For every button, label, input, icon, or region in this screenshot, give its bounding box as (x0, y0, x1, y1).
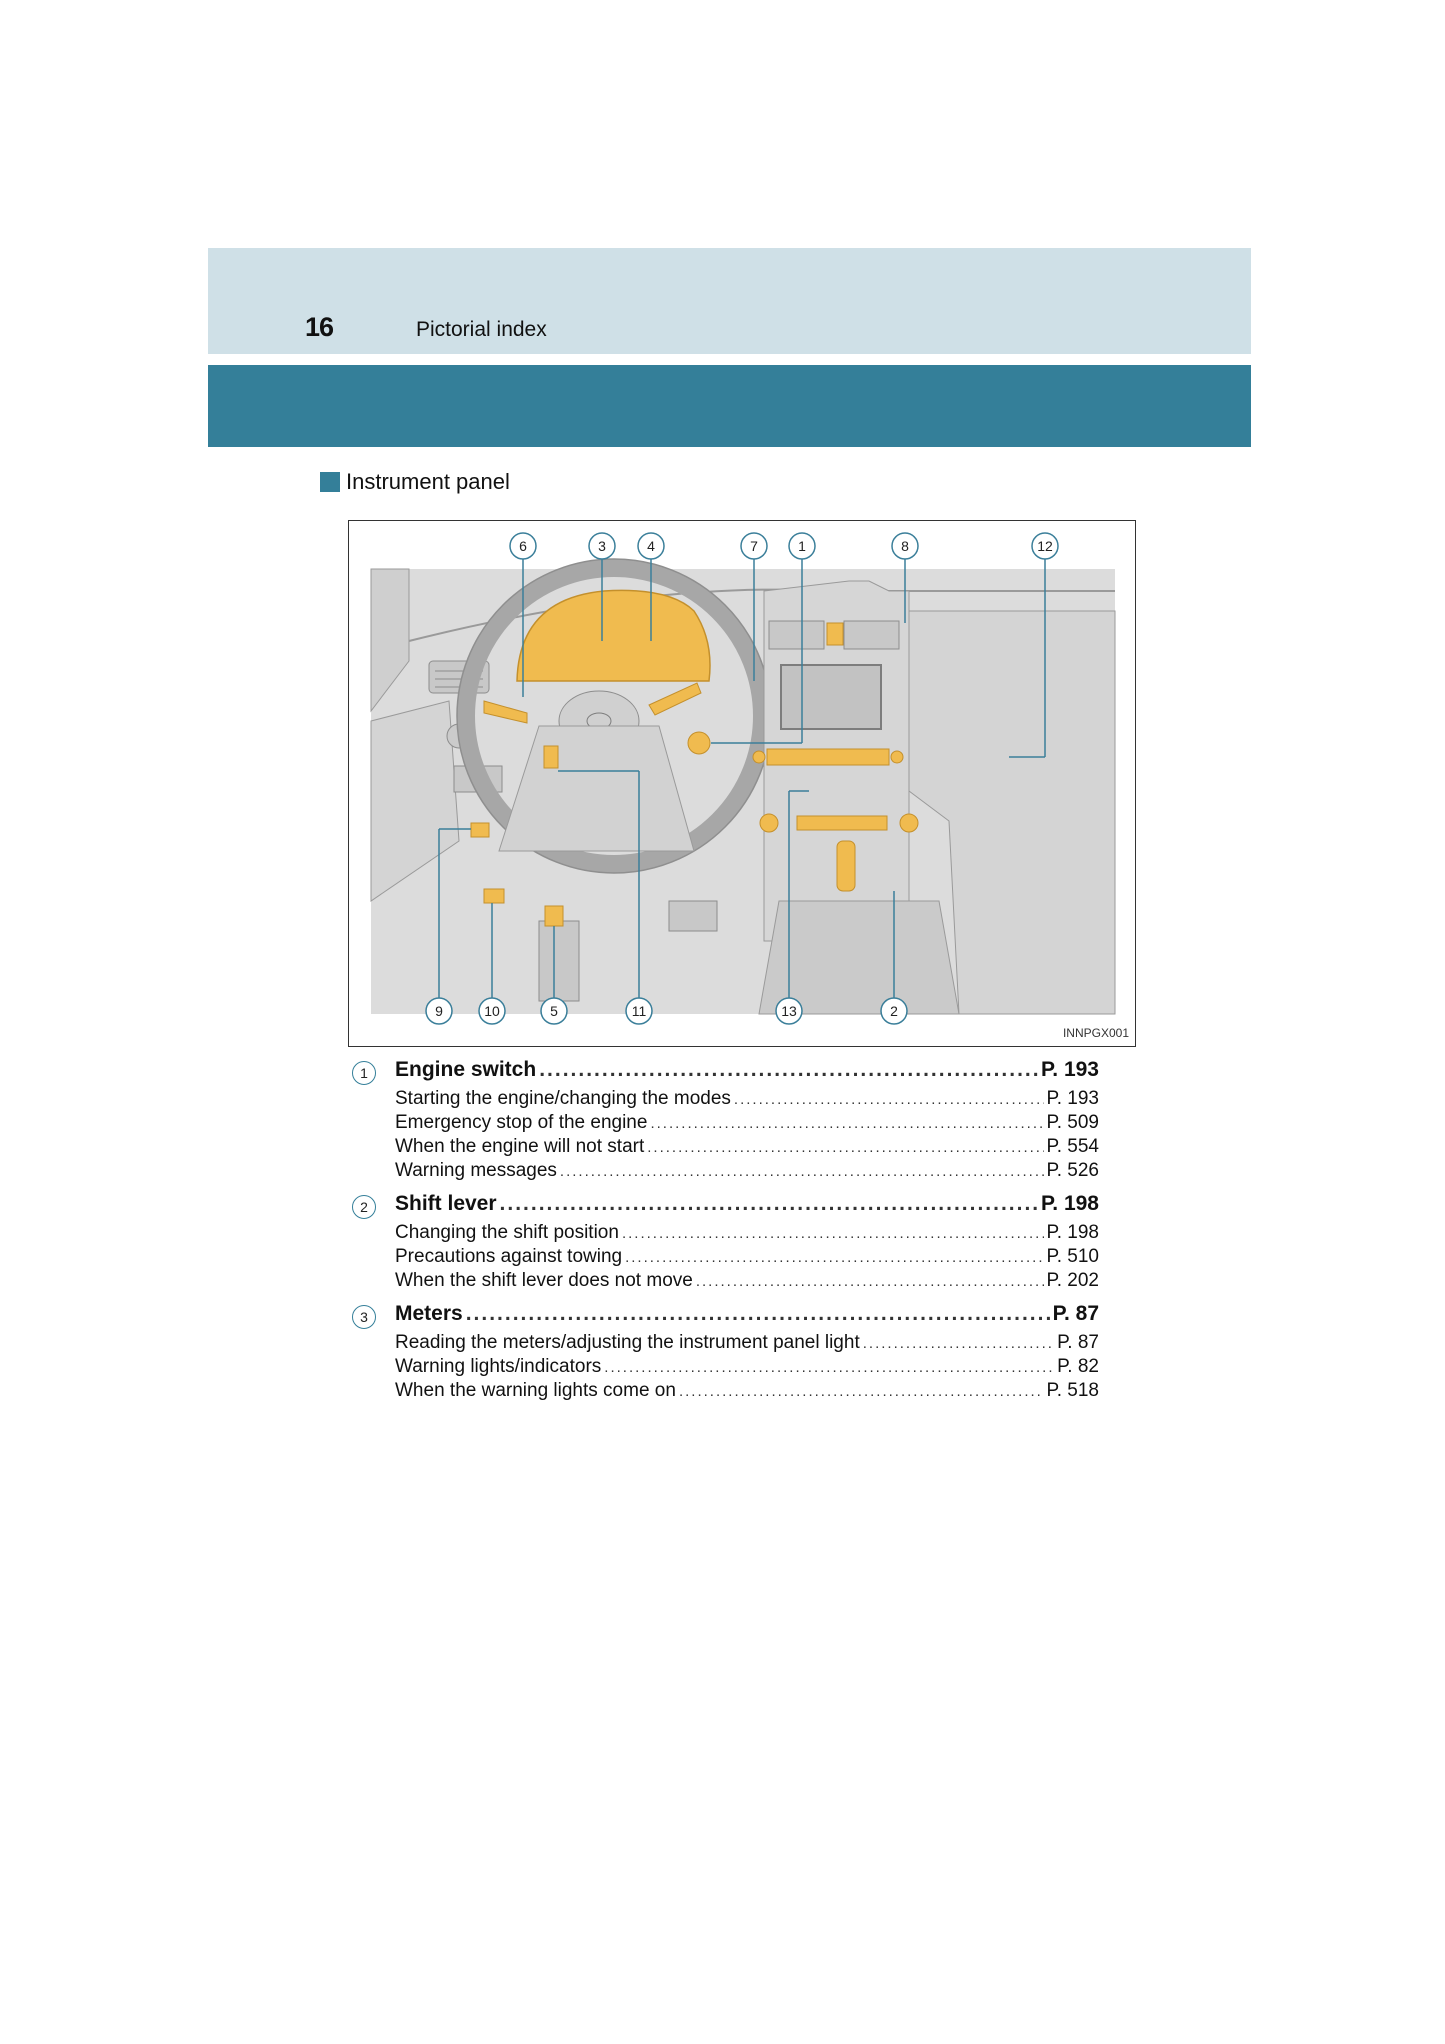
dot-leader (734, 1091, 1044, 1108)
sub-entry-page-ref: P. 193 (1046, 1088, 1099, 1109)
callout-label: 3 (598, 538, 606, 554)
sub-entry-line[interactable] (395, 1270, 1099, 1294)
sub-entry-line[interactable] (395, 1136, 1099, 1160)
dot-leader (679, 1383, 1044, 1400)
callout-label: 4 (647, 538, 655, 554)
entry-page-ref: P. 198 (1040, 1192, 1099, 1215)
sub-entry-label: When the engine will not start (395, 1136, 645, 1157)
header-bar (208, 365, 1251, 447)
sub-entry-page-ref: P. 554 (1046, 1136, 1099, 1157)
dot-leader (622, 1225, 1044, 1242)
sub-entry-page-ref: P. 509 (1046, 1112, 1099, 1133)
sub-entry-page-ref: P. 87 (1057, 1332, 1099, 1353)
header-band (208, 248, 1251, 354)
sub-entry-line[interactable] (395, 1112, 1099, 1136)
index-entry (352, 1192, 1099, 1294)
dot-leader (650, 1115, 1043, 1132)
dot-leader (696, 1273, 1044, 1290)
entry-number-badge: 2 (352, 1195, 376, 1219)
callout-label: 2 (890, 1003, 898, 1019)
figure-code: INNPGX001 (1062, 1026, 1129, 1040)
sub-entry-label: When the warning lights come on (395, 1380, 676, 1401)
sub-entry-line[interactable] (395, 1222, 1099, 1246)
entry-page-ref: P. 87 (1052, 1302, 1099, 1325)
sub-entry-line[interactable] (395, 1246, 1099, 1270)
sub-entry-label: Precautions against towing (395, 1246, 623, 1267)
callout-label: 10 (484, 1003, 500, 1019)
sub-entry-line[interactable] (395, 1160, 1099, 1184)
sub-entry-line[interactable] (395, 1380, 1099, 1404)
sub-entry-label: Changing the shift position (395, 1222, 619, 1243)
sub-entry-line[interactable] (395, 1332, 1099, 1356)
page-number: 16 (305, 312, 334, 342)
entry-page-ref: P. 193 (1040, 1058, 1099, 1081)
sub-entry-page-ref: P. 198 (1046, 1222, 1099, 1243)
entry-title: Engine switch (395, 1058, 537, 1081)
index-entry (352, 1058, 1099, 1184)
sub-entry-line[interactable] (395, 1088, 1099, 1112)
sub-entry-line[interactable] (395, 1356, 1099, 1380)
dot-leader (500, 1192, 1038, 1216)
sub-entry-page-ref: P. 518 (1046, 1380, 1099, 1401)
entry-title: Meters (395, 1302, 463, 1325)
index-entries (352, 1058, 1099, 1412)
dashboard-drawing (349, 521, 1137, 1048)
entry-main-line[interactable] (395, 1302, 1099, 1332)
entry-main-line[interactable] (395, 1058, 1099, 1088)
callout-label: 11 (631, 1003, 647, 1019)
entry-main-line[interactable] (395, 1192, 1099, 1222)
callout-label: 8 (901, 538, 909, 554)
callout-label: 12 (1037, 538, 1053, 554)
callout-label: 5 (550, 1003, 558, 1019)
sub-entry-label: Warning messages (395, 1160, 557, 1181)
sub-entry-page-ref: P. 202 (1046, 1270, 1099, 1291)
dot-leader (647, 1139, 1043, 1156)
subheading-text: Instrument panel (346, 469, 510, 494)
sub-entry-page-ref: P. 526 (1046, 1160, 1099, 1181)
section-title: Pictorial index (416, 318, 547, 341)
dot-leader (539, 1058, 1038, 1082)
dot-leader (604, 1359, 1054, 1376)
instrument-panel-illustration (348, 520, 1136, 1047)
sub-entry-label: Warning lights/indicators (395, 1356, 602, 1377)
callout-label: 13 (781, 1003, 797, 1019)
index-entry (352, 1302, 1099, 1404)
entry-title: Shift lever (395, 1192, 497, 1215)
dot-leader (863, 1335, 1054, 1352)
dot-leader (560, 1163, 1044, 1180)
callout-label: 1 (798, 538, 806, 554)
dot-leader (625, 1249, 1043, 1266)
entry-number-badge: 1 (352, 1061, 376, 1085)
callout-label: 7 (750, 538, 758, 554)
sub-entry-page-ref: P. 82 (1057, 1356, 1099, 1377)
sub-entry-page-ref: P. 510 (1046, 1246, 1099, 1267)
dot-leader (466, 1302, 1050, 1326)
sub-entry-label: Reading the meters/adjusting the instrument panel light (395, 1332, 860, 1353)
sub-entry-label: Starting the engine/changing the modes (395, 1088, 731, 1109)
square-bullet-icon (320, 472, 340, 492)
callout-label: 9 (435, 1003, 443, 1019)
sub-entry-label: Emergency stop of the engine (395, 1112, 648, 1133)
callout-label: 6 (519, 538, 527, 554)
sub-entry-label: When the shift lever does not move (395, 1270, 693, 1291)
subheading (320, 468, 510, 496)
entry-number-badge: 3 (352, 1305, 376, 1329)
